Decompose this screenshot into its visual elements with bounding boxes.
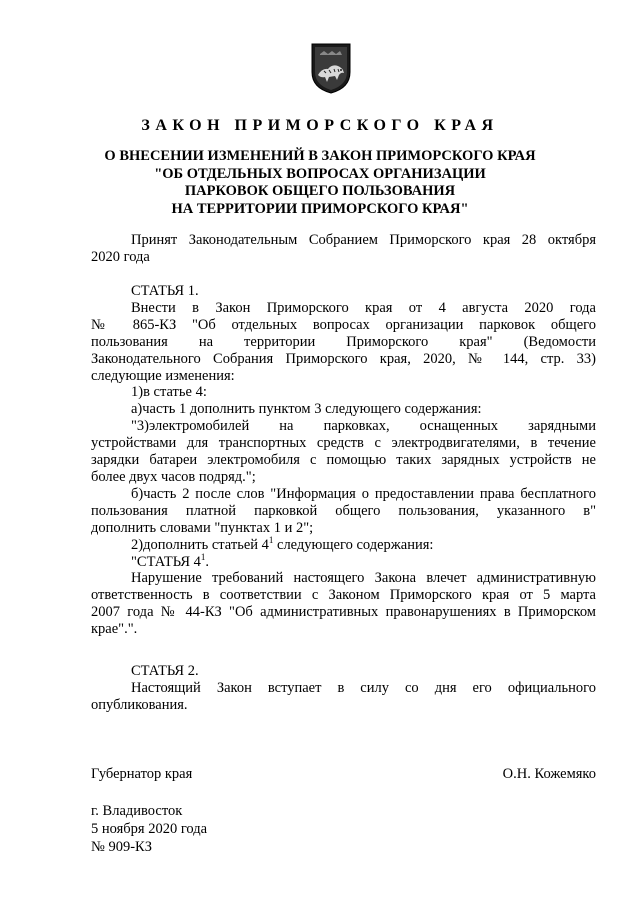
signature-row — [91, 766, 596, 783]
law-number: № 909-КЗ — [91, 839, 152, 855]
article-text-line: 2007 года № 44-КЗ "Об административных правонарушениях в Приморском — [91, 604, 596, 621]
new-article-text: . — [205, 553, 210, 570]
new-article-text: "СТАТЬЯ 4 — [131, 553, 201, 570]
amendment-item: а)часть 1 дополнить пунктом 3 следующего содержания: — [131, 401, 482, 418]
amendment-text: следующего содержания: — [273, 536, 434, 553]
law-title: ЗАКОН ПРИМОРСКОГО КРАЯ — [141, 117, 499, 134]
governor-position: Губернатор края — [91, 766, 193, 782]
article-text-line: пользования платной парковкой общего пользования, указанного в" — [91, 502, 596, 519]
article-text-line: крае".". — [91, 621, 138, 638]
article-text-line: "3)электромобилей на парковках, оснащенных зарядными — [131, 418, 596, 435]
article-text-line: более двух часов подряд."; — [91, 468, 256, 485]
article-2 — [91, 663, 596, 714]
governor-name: О.Н. Кожемяко — [502, 766, 596, 782]
adoption-line: Принят Законодательным Собранием Приморского края 28 октября — [131, 232, 596, 248]
subtitle-line: ПАРКОВОК ОБЩЕГО ПОЛЬЗОВАНИЯ — [184, 183, 456, 199]
article-text-line: Законодательного Собрания Приморского края, 2020, № 144, стр. 33) — [91, 350, 596, 367]
adoption-line: 2020 года — [91, 248, 150, 265]
signing-date: 5 ноября 2020 года — [91, 821, 208, 837]
new-article-heading — [91, 551, 596, 571]
article-text-line: устройствами для транспортных средств с электродвигателями, в течение — [91, 435, 596, 452]
amendment-item: 1)в статье 4: — [131, 384, 207, 401]
article-text-line: пользования на территории Приморского края" (Ведомости — [91, 333, 596, 350]
article-heading: СТАТЬЯ 1. — [131, 283, 199, 299]
place-date-block — [91, 802, 207, 856]
article-text-line: Настоящий Закон вступает в силу со дня его официального — [131, 679, 596, 696]
subtitle-line: О ВНЕСЕНИИ ИЗМЕНЕНИЙ В ЗАКОН ПРИМОРСКОГО КРАЯ — [104, 148, 536, 164]
article-1 — [91, 283, 596, 638]
superscript: 1 — [268, 534, 274, 545]
article-text-line: Внести в Закон Приморского края от 4 августа 2020 года — [131, 299, 596, 316]
article-text-line: опубликования. — [91, 696, 188, 713]
superscript: 1 — [200, 551, 206, 562]
amendment-item — [91, 534, 596, 554]
article-text-line: ответственность в соответствии с Законом Приморского края от 5 марта — [91, 587, 596, 604]
city: г. Владивосток — [91, 803, 183, 819]
subtitle-line: "ОБ ОТДЕЛЬНЫХ ВОПРОСАХ ОРГАНИЗАЦИИ — [154, 165, 486, 182]
amendment-text: 2)дополнить статьей 4 — [131, 536, 269, 553]
article-text-line: б)часть 2 после слов "Информация о предоставлении права бесплатного — [131, 485, 596, 502]
article-text-line: зарядки батареи электромобиля с помощью таких зарядных устройств не — [91, 452, 596, 469]
law-subtitle — [0, 148, 640, 218]
article-heading: СТАТЬЯ 2. — [131, 663, 199, 679]
subtitle-line: НА ТЕРРИТОРИИ ПРИМОРСКОГО КРАЯ" — [171, 200, 469, 217]
adoption-note — [91, 232, 596, 266]
article-text-line: № 865-КЗ "Об отдельных вопросах организации парковок общего — [91, 316, 596, 333]
article-text-line: следующие изменения: — [91, 367, 235, 384]
article-text-line: дополнить словами "пунктах 1 и 2"; — [91, 519, 314, 536]
article-text-line: Нарушение требований настоящего Закона влечет административную — [131, 570, 596, 587]
primorsky-coat-of-arms-icon — [310, 42, 352, 94]
